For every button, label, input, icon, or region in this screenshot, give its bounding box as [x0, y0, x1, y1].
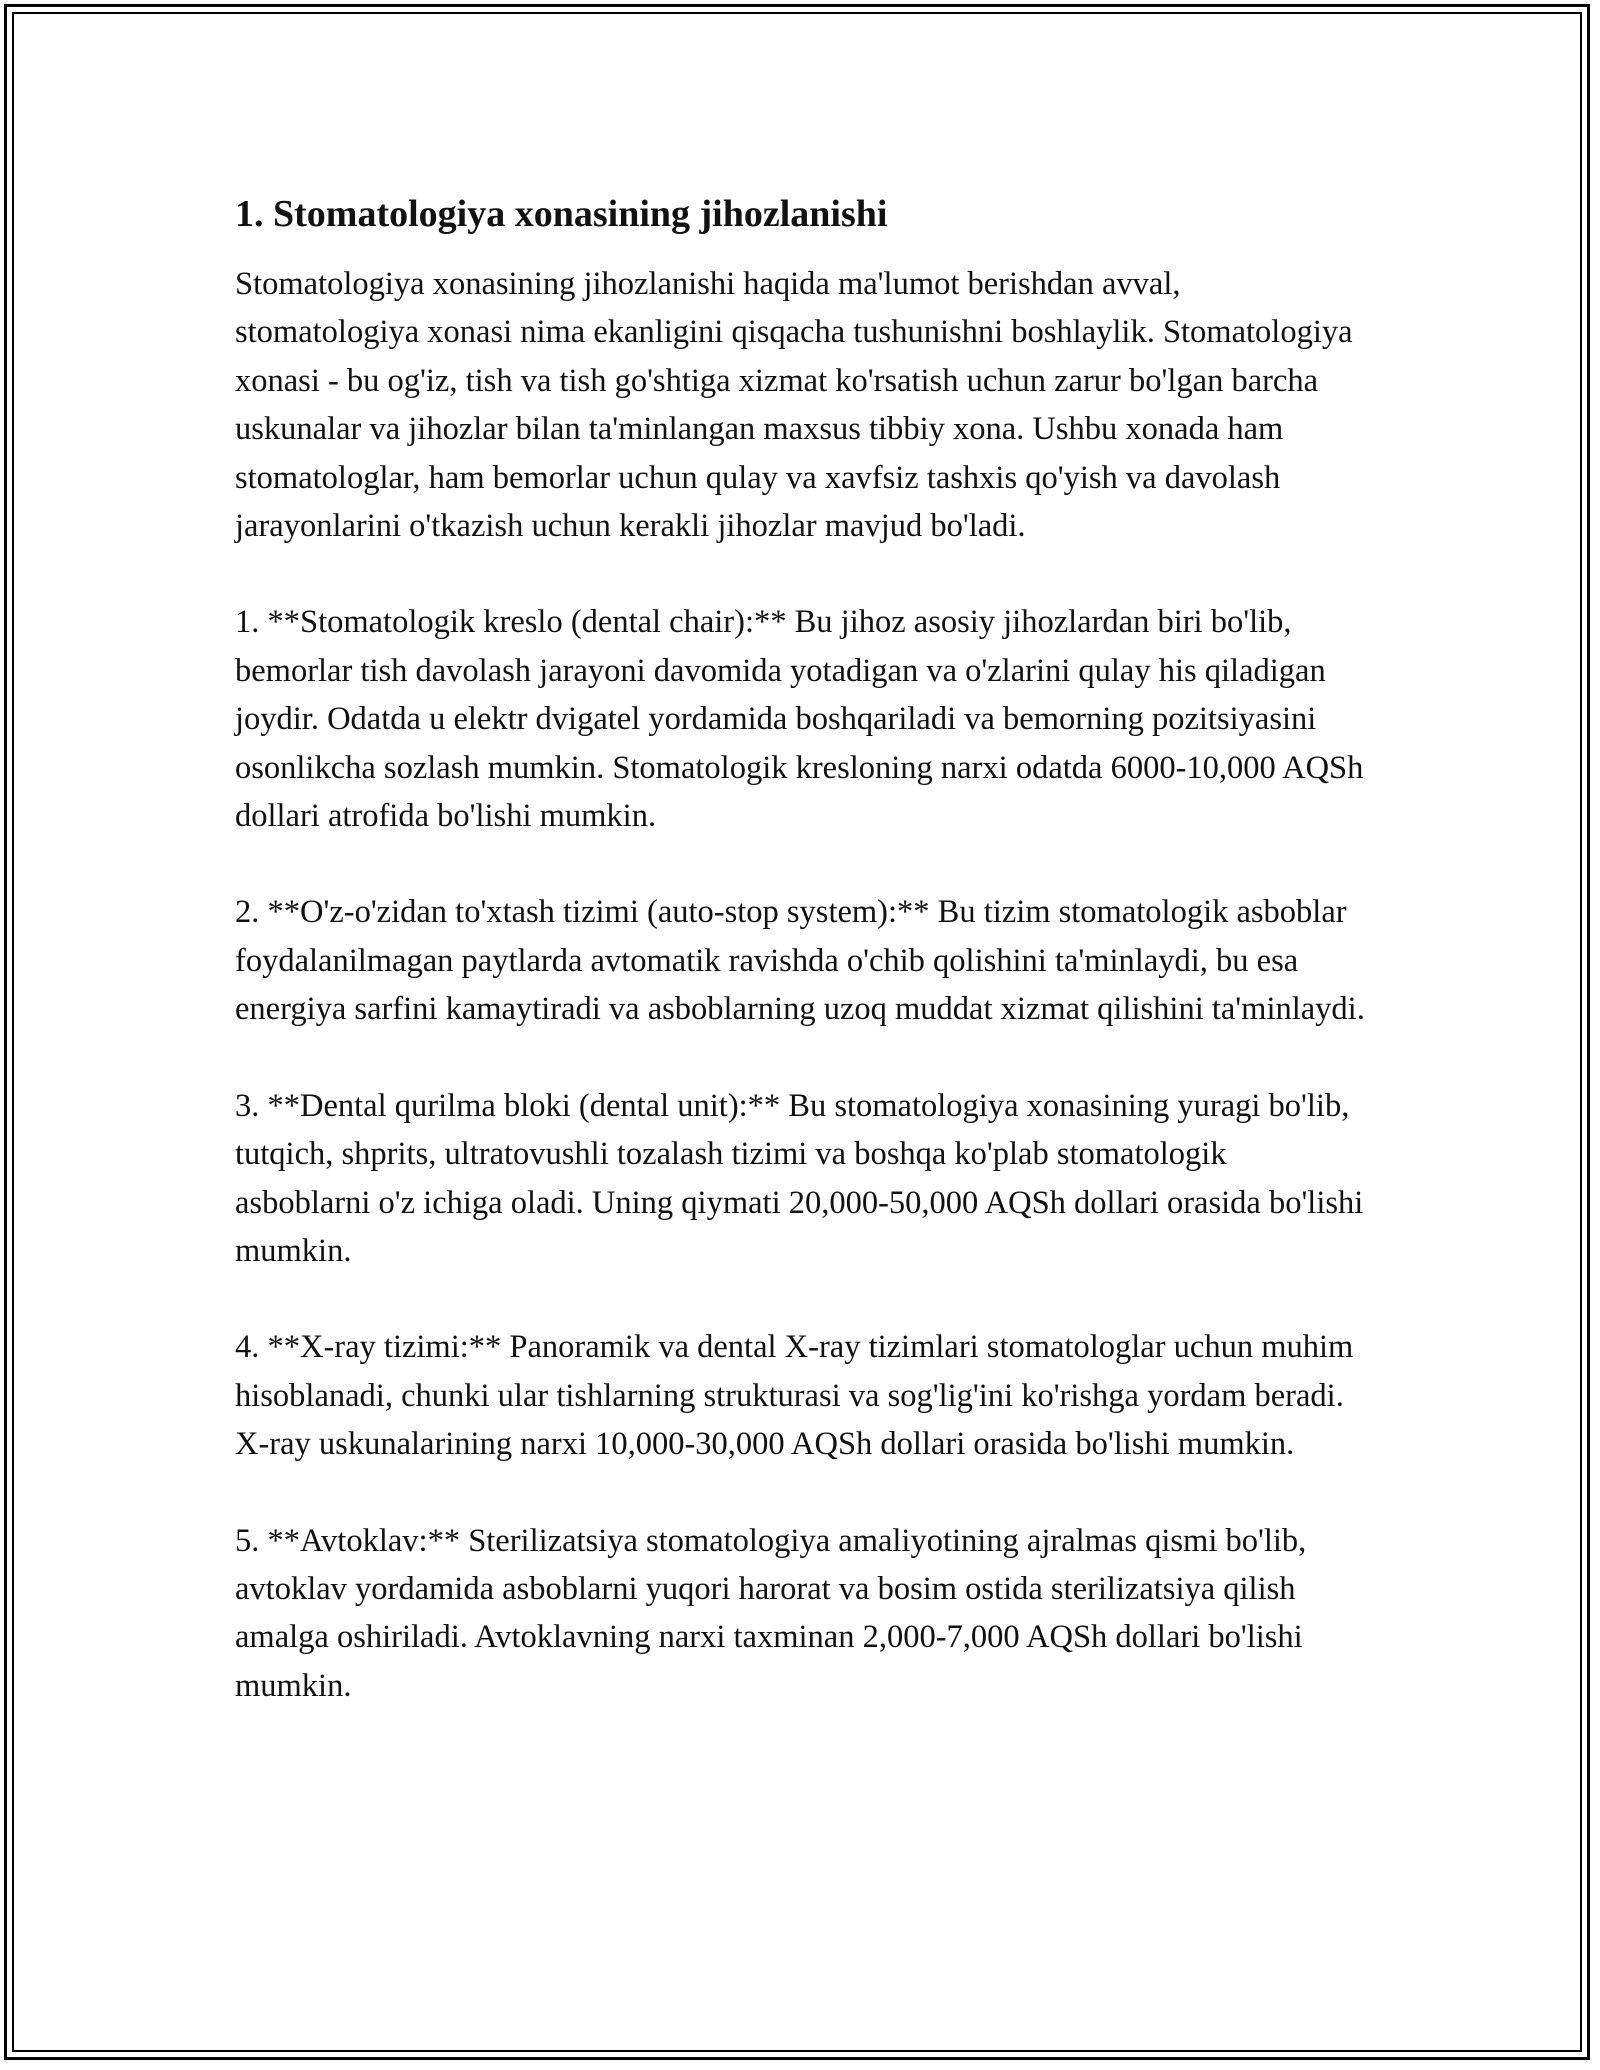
section-heading: 1. Stomatologiya xonasining jihozlanishi: [235, 193, 888, 235]
intro-paragraph: Stomatologiya xonasining jihozlanishi haqida ma'lumot berishdan avval, stomatologiya xonasi nima ekanligini qisqacha tushunishni boshlaylik. Stomatologiya xonasi - bu og'iz, tish va tish go'shtiga xizmat ko'rsatish uchun zarur bo'lgan barcha uskunalar va jihozlar bilan ta'minlangan maxsus tibbiy xona. Ushbu xonada ham stomatologlar, ham bemorlar uchun qulay va xavfsiz tashxis qo'yish va davolash jarayonlarini o'tkazish uchun kerakli jihozlar mavjud bo'ladi.: [235, 266, 1353, 545]
document-body: [235, 186, 1365, 1758]
item-auto-stop-system: 2. **O'z-o'zidan to'xtash tizimi (auto-stop system):** Bu tizim stomatologik asboblar foydalanilmagan paytlarda avtomatik ravishda o'chib qolishini ta'minlaydi, bu esa energiya sarfini kamaytiradi va asboblarning uzoq muddat xizmat qilishini ta'minlaydi.: [235, 894, 1365, 1028]
item-x-ray-system: 4. **X-ray tizimi:** Panoramik va dental X-ray tizimlari stomatologlar uchun muhim hisoblanadi, chunki ular tishlarning strukturasi va sog'lig'ini ko'rishga yordam beradi. X-ray uskunalarining narxi 10,000-30,000 AQSh dollari orasida bo'lishi mumkin.: [235, 1329, 1354, 1463]
item-dental-unit: 3. **Dental qurilma bloki (dental unit):** Bu stomatologiya xonasining yuragi bo'lib, tutqich, shprits, ultratovushli tozalash tizimi va boshqa ko'plab stomatologik asboblarni o'z ichiga oladi. Uning qiymati 20,000-50,000 AQSh dollari orasida bo'lishi mumkin.: [235, 1087, 1364, 1269]
item-autoclave: 5. **Avtoklav:** Sterilizatsiya stomatologiya amaliyotining ajralmas qismi bo'lib, avtoklav yordamida asboblarni yuqori harorat va bosim ostida sterilizatsiya qilish amalga oshiriladi. Avtoklavning narxi taxminan 2,000-7,000 AQSh dollari bo'lishi mumkin.: [235, 1522, 1307, 1704]
item-dental-chair: 1. **Stomatologik kreslo (dental chair):** Bu jihoz asosiy jihozlardan biri bo'lib, bemorlar tish davolash jarayoni davomida yotadigan va o'zlarini qulay his qiladigan joydir. Odatda u elektr dvigatel yordamida boshqariladi va bemorning pozitsiyasini osonlikcha sozlash mumkin. Stomatologik kresloning narxi odatda 6000-10,000 AQSh dollari atrofida bo'lishi mumkin.: [235, 604, 1364, 835]
